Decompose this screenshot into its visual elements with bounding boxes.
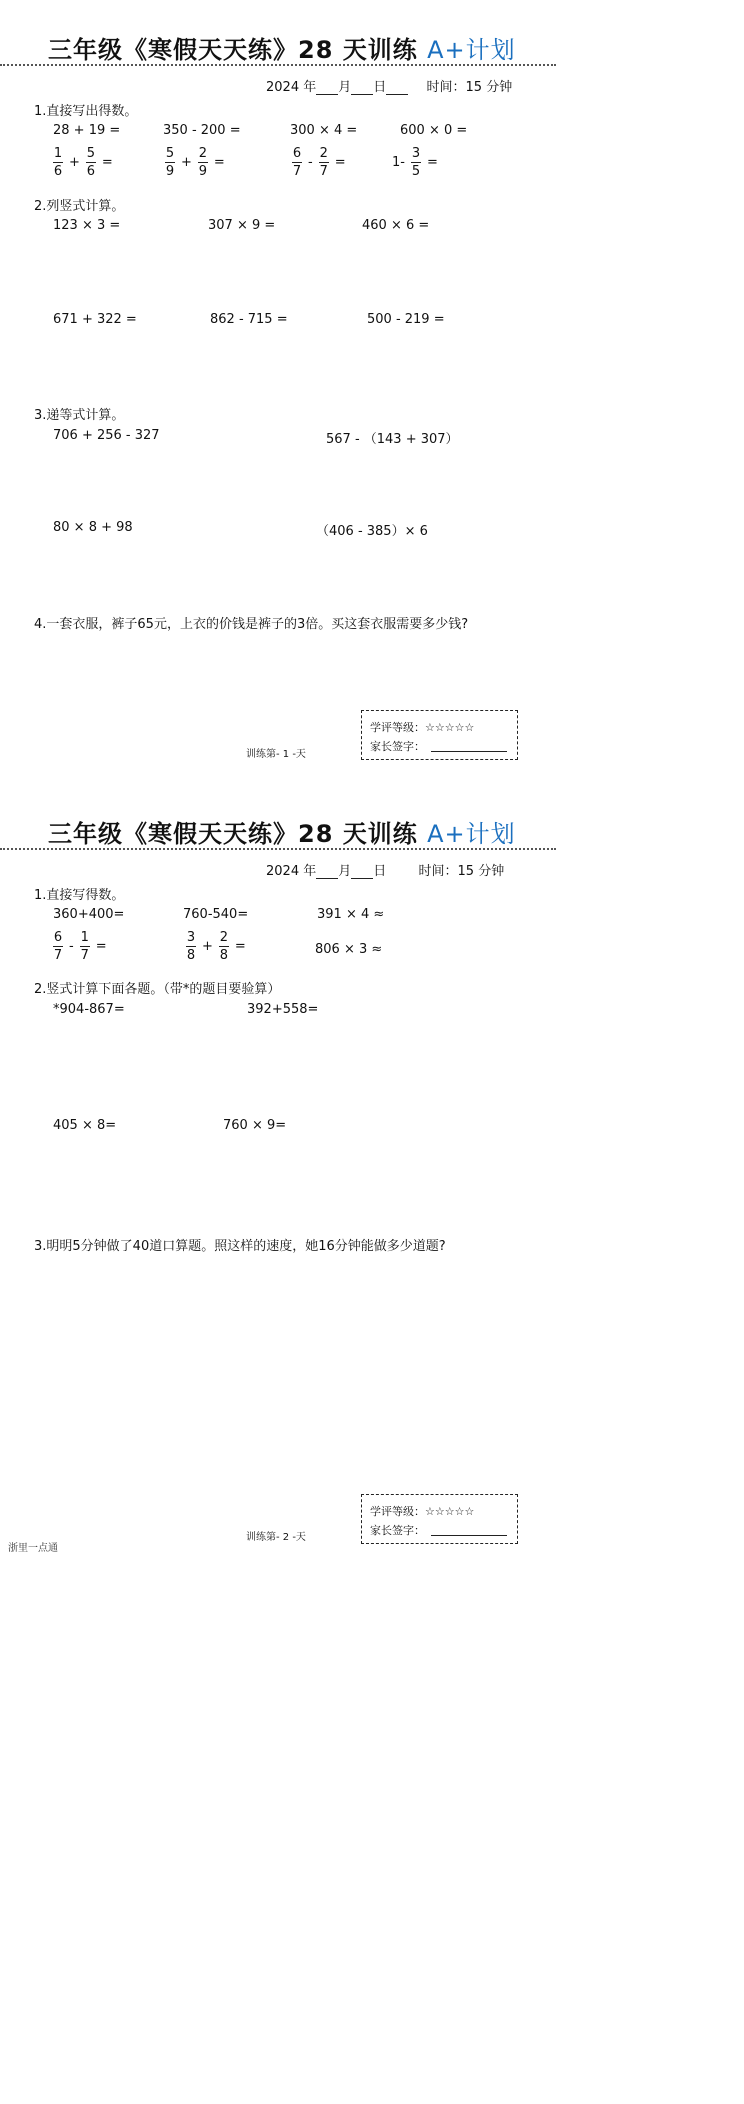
signature-label: 家长签字： (370, 1523, 425, 1537)
page1-q1-item: 28 + 19 = (53, 123, 121, 138)
page1-frac-expr: $\frac{5}{9}$ + $\frac{2}{9}$ = (165, 146, 225, 179)
date-day: 日 (373, 80, 387, 95)
page2-title-main: 三年级《寒假天天练》28 天训练 (48, 820, 418, 848)
page1-footer: 训练第- 1 -天 (246, 749, 306, 760)
fraction: $\frac{1}{7}$ (80, 930, 89, 963)
grade-row: 学评等级：☆☆☆☆☆ (370, 720, 475, 734)
fraction: $\frac{6}{7}$ (53, 930, 63, 963)
fraction: $\frac{5}{6}$ (86, 146, 96, 179)
page1-q1-title: 1.直接写出得数。 (34, 104, 138, 119)
page2-q1-item: 360+400= (53, 907, 125, 922)
page1-evaluation-box (361, 710, 518, 760)
page2-q2-item: 760 × 9= (223, 1118, 287, 1133)
page2-q1-approx: 806 × 3 ≈ (315, 942, 383, 957)
page1-q2-item: 460 × 6 = (362, 218, 430, 233)
page1-q2-item: 671 + 322 = (53, 312, 137, 327)
page1-q3-item: 80 × 8 + 98 (53, 520, 133, 535)
page2-evaluation-box (361, 1494, 518, 1544)
fraction: $\frac{6}{7}$ (292, 146, 302, 179)
page1-title-divider (0, 64, 556, 66)
date-year: 2024 年 (266, 80, 317, 95)
page2-q1-item: 760-540= (183, 907, 249, 922)
page2-title-accent: A+计划 (427, 820, 516, 848)
page2-date-line (266, 860, 504, 879)
page2-q2-item: 405 × 8= (53, 1118, 117, 1133)
page1-q1-item: 600 × 0 = (400, 123, 468, 138)
page1-q2-title: 2.列竖式计算。 (34, 199, 125, 214)
fraction: $\frac{5}{9}$ (165, 146, 175, 179)
time-label: 时间：15 分钟 (426, 80, 513, 95)
page1-frac-expr: $\frac{1}{6}$ + $\frac{5}{6}$ = (53, 146, 113, 179)
page2-footer: 训练第- 2 -天 (246, 1532, 306, 1543)
page1-title (48, 30, 516, 65)
page2-title (48, 814, 516, 849)
date-month: 月 (338, 864, 352, 879)
page1-q3-item: 706 + 256 - 327 (53, 428, 160, 443)
page2-q2-item: *904-867= (53, 1002, 125, 1017)
page1-q2-item: 307 × 9 = (208, 218, 276, 233)
page1-q4-text: 4.一套衣服，裤子65元，上衣的价钱是裤子的3倍。买这套衣服需要多少钱? (34, 617, 469, 632)
page1-q1-item: 300 × 4 = (290, 123, 358, 138)
date-year: 2024 年 (266, 864, 317, 879)
page1-q3-item: 567 - （143 + 307） (326, 432, 459, 447)
grade-row: 学评等级：☆☆☆☆☆ (370, 1504, 475, 1518)
watermark: 浙里一点通 (8, 1543, 58, 1554)
page1-q3-item: （406 - 385）× 6 (316, 524, 428, 539)
date-month: 月 (338, 80, 352, 95)
fraction: $\frac{3}{5}$ (411, 146, 421, 179)
fraction: $\frac{1}{6}$ (53, 146, 63, 179)
fraction: $\frac{2}{8}$ (219, 930, 229, 963)
page1-title-accent: A+计划 (427, 36, 516, 64)
page1-q2-item: 500 - 219 = (367, 312, 445, 327)
page2-frac-expr: $\frac{3}{8}$ + $\frac{2}{8}$ = (186, 930, 246, 963)
page1-q2-item: 862 - 715 = (210, 312, 288, 327)
page2-title-divider (0, 848, 556, 850)
page2-q2-title: 2.竖式计算下面各题。（带*的题目要验算） (34, 982, 281, 997)
page2-q3-text: 3.明明5分钟做了40道口算题。照这样的速度，她16分钟能做多少道题? (34, 1239, 446, 1254)
page1-q3-title: 3.递等式计算。 (34, 408, 125, 423)
page1-frac-expr: 1- $\frac{3}{5}$ = (392, 146, 438, 179)
page1-q1-item: 350 - 200 = (163, 123, 241, 138)
page1-date-line (266, 76, 512, 95)
fraction: $\frac{2}{7}$ (319, 146, 328, 179)
signature-row (370, 1520, 509, 1539)
signature-line (431, 739, 507, 752)
page1-frac-expr: $\frac{6}{7}$ - $\frac{2}{7}$ = (292, 146, 346, 179)
time-label: 时间：15 分钟 (418, 864, 505, 879)
fraction: $\frac{2}{9}$ (198, 146, 208, 179)
page2-q1-title: 1.直接写得数。 (34, 888, 125, 903)
page2-frac-expr: $\frac{6}{7}$ - $\frac{1}{7}$ = (53, 930, 107, 963)
signature-line (431, 1523, 507, 1536)
page2-q1-item: 391 × 4 ≈ (317, 907, 385, 922)
page2-q2-item: 392+558= (247, 1002, 319, 1017)
page1-title-main: 三年级《寒假天天练》28 天训练 (48, 36, 418, 64)
signature-label: 家长签字： (370, 739, 425, 753)
signature-row (370, 736, 509, 755)
date-day: 日 (373, 864, 387, 879)
page1-q2-item: 123 × 3 = (53, 218, 121, 233)
fraction: $\frac{3}{8}$ (186, 930, 196, 963)
